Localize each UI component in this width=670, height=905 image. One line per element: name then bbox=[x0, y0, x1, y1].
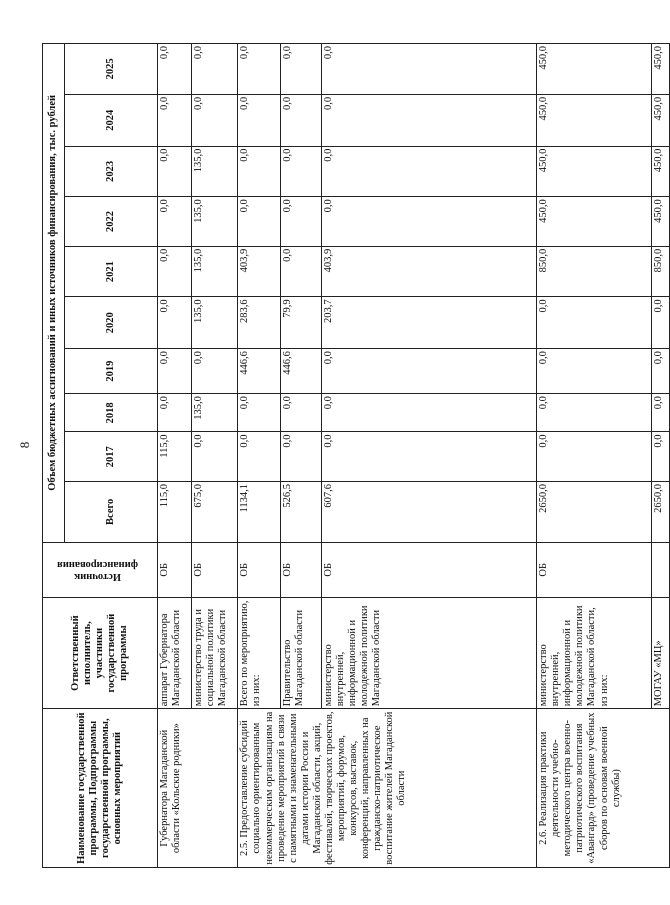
total-value-cell: 115,0 bbox=[158, 481, 191, 542]
year-value-cell: 446,6 bbox=[281, 349, 322, 394]
year-value-cell: 0,0 bbox=[651, 432, 669, 482]
source-cell: ОБ bbox=[537, 542, 652, 597]
header-year: 2025 bbox=[65, 44, 158, 95]
year-value-cell: 0,0 bbox=[238, 94, 281, 146]
year-value-cell: 0,0 bbox=[322, 394, 537, 432]
year-value-cell: 0,0 bbox=[281, 146, 322, 197]
year-value-cell: 0,0 bbox=[158, 394, 191, 432]
year-value-cell: 0,0 bbox=[281, 94, 322, 146]
header-year: 2022 bbox=[65, 197, 158, 247]
year-value-cell: 0,0 bbox=[651, 349, 669, 394]
year-value-cell: 0,0 bbox=[191, 432, 238, 482]
year-value-cell: 0,0 bbox=[537, 394, 652, 432]
total-value-cell: 2650,0 bbox=[537, 481, 652, 542]
header-year: 2020 bbox=[65, 297, 158, 349]
year-value-cell: 135,0 bbox=[191, 146, 238, 197]
responsible-cell: Правительство Магаданской области bbox=[281, 597, 322, 708]
year-value-cell: 403,9 bbox=[238, 246, 281, 297]
year-value-cell: 450,0 bbox=[651, 197, 669, 247]
year-value-cell: 115,0 bbox=[158, 432, 191, 482]
year-value-cell: 135,0 bbox=[191, 297, 238, 349]
table-row bbox=[158, 44, 191, 868]
year-value-cell: 203,7 bbox=[322, 297, 537, 349]
measure-name-cell: 2.6. Реализация практики деятельности учебно-методического центра военно-патриотического воспитания «Авангард» (проведение учебных сборов по основам военной службы) bbox=[537, 709, 670, 868]
table-body bbox=[158, 44, 670, 868]
header-name: Наименование государственной программы, Подпрограммы государственной программы, основных мероприятий bbox=[43, 709, 158, 868]
header-year: 2018 bbox=[65, 394, 158, 432]
year-value-cell: 0,0 bbox=[158, 44, 191, 95]
header-year: 2017 bbox=[65, 432, 158, 482]
total-value-cell: 607,6 bbox=[322, 481, 537, 542]
responsible-cell: Всего по мероприятию, из них: bbox=[238, 597, 281, 708]
year-value-cell: 0,0 bbox=[158, 197, 191, 247]
total-value-cell: 526,5 bbox=[281, 481, 322, 542]
year-value-cell: 0,0 bbox=[191, 44, 238, 95]
year-value-cell: 403,9 bbox=[322, 246, 537, 297]
year-value-cell: 450,0 bbox=[651, 94, 669, 146]
year-value-cell: 0,0 bbox=[651, 394, 669, 432]
source-cell: ОБ bbox=[158, 542, 191, 597]
year-value-cell: 0,0 bbox=[281, 394, 322, 432]
year-value-cell: 283,6 bbox=[238, 297, 281, 349]
year-value-cell: 0,0 bbox=[158, 94, 191, 146]
year-value-cell: 850,0 bbox=[651, 246, 669, 297]
responsible-cell: МОГАУ «МЦ» bbox=[651, 597, 669, 708]
year-value-cell: 135,0 bbox=[191, 394, 238, 432]
header-total: Всего bbox=[65, 481, 158, 542]
year-value-cell: 850,0 bbox=[537, 246, 652, 297]
total-value-cell: 2650,0 bbox=[651, 481, 669, 542]
year-value-cell: 0,0 bbox=[281, 246, 322, 297]
year-value-cell: 450,0 bbox=[537, 44, 652, 95]
year-value-cell: 450,0 bbox=[651, 44, 669, 95]
year-value-cell: 0,0 bbox=[158, 297, 191, 349]
header-funding: Объем бюджетных ассигнований и иных источников финансирования, тыс. рублей bbox=[43, 44, 65, 543]
header-source: Источник финансирования bbox=[43, 542, 158, 597]
year-value-cell: 0,0 bbox=[281, 197, 322, 247]
year-value-cell: 0,0 bbox=[537, 297, 652, 349]
year-value-cell: 0,0 bbox=[238, 432, 281, 482]
year-value-cell: 0,0 bbox=[322, 197, 537, 247]
year-value-cell: 446,6 bbox=[238, 349, 281, 394]
year-value-cell: 0,0 bbox=[191, 349, 238, 394]
responsible-cell: министерство внутренней, информационной и молодежной политики Магаданской области, из них: bbox=[537, 597, 652, 708]
header-year: 2021 bbox=[65, 246, 158, 297]
year-value-cell: 0,0 bbox=[537, 349, 652, 394]
source-cell bbox=[651, 542, 669, 597]
year-value-cell: 450,0 bbox=[537, 94, 652, 146]
year-value-cell: 135,0 bbox=[191, 246, 238, 297]
year-value-cell: 0,0 bbox=[158, 246, 191, 297]
year-value-cell: 450,0 bbox=[537, 197, 652, 247]
source-cell: ОБ bbox=[281, 542, 322, 597]
year-value-cell: 0,0 bbox=[238, 197, 281, 247]
header-year: 2019 bbox=[65, 349, 158, 394]
year-value-cell: 0,0 bbox=[537, 432, 652, 482]
year-value-cell: 0,0 bbox=[158, 146, 191, 197]
source-cell: ОБ bbox=[191, 542, 238, 597]
year-value-cell: 0,0 bbox=[281, 44, 322, 95]
total-value-cell: 1134,1 bbox=[238, 481, 281, 542]
responsible-cell: министерство внутренней, информационной и молодежной политики Магаданской области bbox=[322, 597, 537, 708]
measure-name-cell: Губернатора Магаданской области «Кольские родники» bbox=[158, 709, 238, 868]
header-year: 2023 bbox=[65, 146, 158, 197]
responsible-cell: министерство труда и социальной политики Магаданской области bbox=[191, 597, 238, 708]
funding-table bbox=[42, 43, 670, 868]
page-number: 8 bbox=[17, 441, 32, 449]
header-responsible: Ответственный исполнитель, участники государственной программы bbox=[43, 597, 158, 708]
year-value-cell: 0,0 bbox=[322, 349, 537, 394]
total-value-cell: 675,0 bbox=[191, 481, 238, 542]
year-value-cell: 0,0 bbox=[238, 394, 281, 432]
table-row bbox=[537, 44, 652, 868]
year-value-cell: 0,0 bbox=[191, 94, 238, 146]
rotated-page bbox=[42, 43, 664, 868]
year-value-cell: 135,0 bbox=[191, 197, 238, 247]
year-value-cell: 0,0 bbox=[158, 349, 191, 394]
measure-name-cell: 2.5. Предоставление субсидий социально ориентированным некоммерческим организациям на проведение мероприятий в связи с памятными и знаменательными датами истории России и Магаданской области, акций, фестивалей, творческих проектов, мероприятий, форумов, конкурсов, выставок, конференций, направленных на гражданско-патриотическое воспитание жителей Магаданской области bbox=[238, 709, 537, 868]
year-value-cell: 450,0 bbox=[651, 146, 669, 197]
source-cell: ОБ bbox=[238, 542, 281, 597]
year-value-cell: 0,0 bbox=[322, 94, 537, 146]
year-value-cell: 0,0 bbox=[322, 146, 537, 197]
year-value-cell: 450,0 bbox=[537, 146, 652, 197]
table-row bbox=[238, 44, 281, 868]
responsible-cell: аппарат Губернатора Магаданской области bbox=[158, 597, 191, 708]
year-value-cell: 0,0 bbox=[281, 432, 322, 482]
year-value-cell: 0,0 bbox=[651, 297, 669, 349]
year-value-cell: 0,0 bbox=[238, 146, 281, 197]
year-value-cell: 79,9 bbox=[281, 297, 322, 349]
header-year: 2024 bbox=[65, 94, 158, 146]
year-value-cell: 0,0 bbox=[322, 432, 537, 482]
year-value-cell: 0,0 bbox=[238, 44, 281, 95]
source-cell: ОБ bbox=[322, 542, 537, 597]
year-value-cell: 0,0 bbox=[322, 44, 537, 95]
